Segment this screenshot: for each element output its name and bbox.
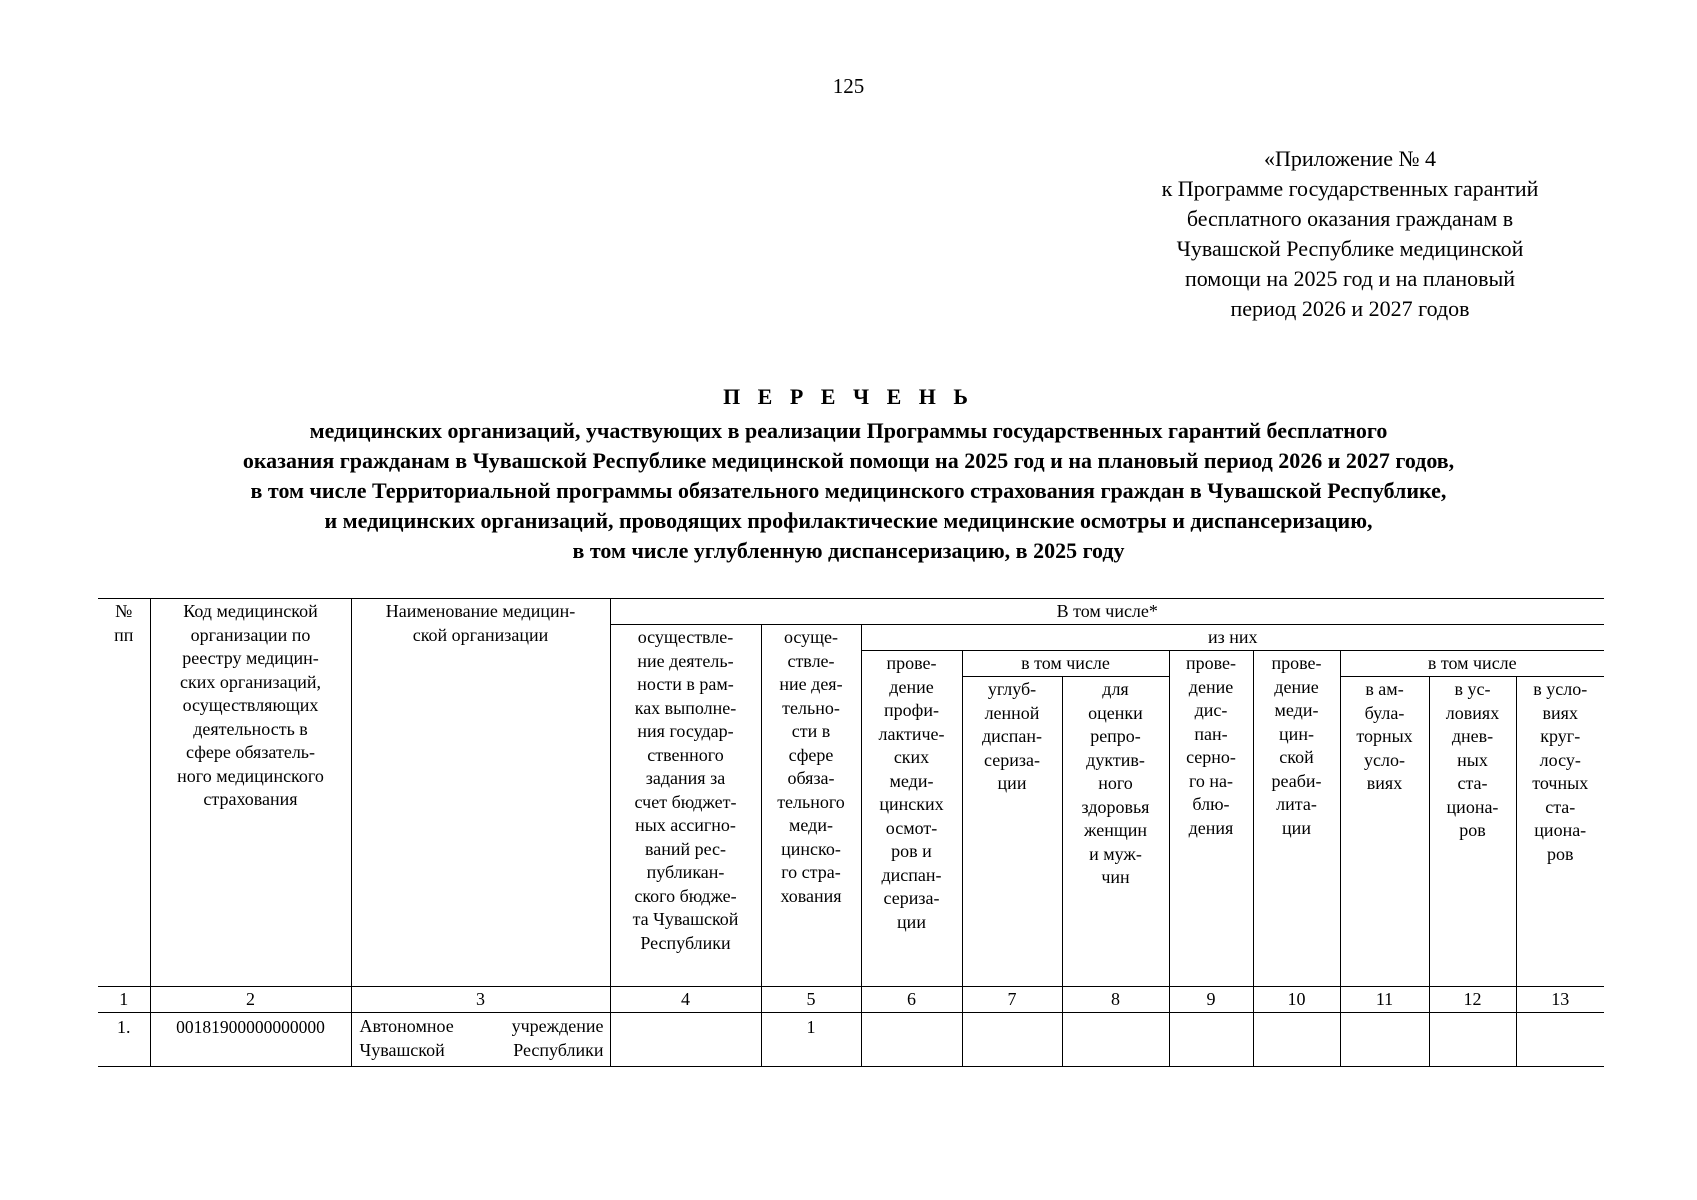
header-outpatient: в ам- була- торных усло- виях xyxy=(1340,677,1429,987)
column-number: 5 xyxy=(761,987,861,1013)
row-org-code: 00181900000000000 xyxy=(150,1013,351,1067)
header-number: № пп xyxy=(98,599,150,987)
header-oms-activity: осуще- ствле- ние дея- тельно- сти в сфере обяза- тельного меди- цинско- го стра- хования xyxy=(761,625,861,987)
appendix-line: к Программе государственных гарантий xyxy=(1161,176,1539,201)
column-number: 4 xyxy=(610,987,761,1013)
subtitle-line: оказания гражданам в Чувашской Республике медицинской помощи на 2025 год и на плановый период 2026 и 2027 годов, xyxy=(242,448,1455,473)
column-number: 10 xyxy=(1253,987,1340,1013)
appendix-line: Чувашской Республике медицинской xyxy=(1176,236,1524,261)
appendix-line: «Приложение № 4 xyxy=(1263,146,1437,171)
header-org-name: Наименование медицин- ской организации xyxy=(351,599,610,987)
column-number: 12 xyxy=(1429,987,1516,1013)
header-prophylactic: прове- дение профи- лактиче- ских меди- цинских осмот- ров и диспан- сериза- ции xyxy=(861,651,962,987)
document-subtitle xyxy=(0,416,1697,566)
column-number: 11 xyxy=(1340,987,1429,1013)
header-budget-activity: осуществле- ние деятель- ности в рам- ках выполне- ния государ- ственного задания за счет бюджет- ных ассигно- ваний рес- публикан- ского бюдже- та Чувашской Республики xyxy=(610,625,761,987)
column-number: 9 xyxy=(1169,987,1253,1013)
row-cell xyxy=(962,1013,1062,1067)
row-cell xyxy=(1169,1013,1253,1067)
header-org-code: Код медицинской организации по реестру медицин- ских организаций, осуществляющих деятельность в сфере обязатель- ного медицинского страхования xyxy=(150,599,351,987)
header-dispensary-observation: прове- дение дис- пан- серно- го на- блю- дения xyxy=(1169,651,1253,987)
column-number: 7 xyxy=(962,987,1062,1013)
row-org-name: Автономное учреждение Чувашской Республики xyxy=(351,1013,610,1067)
row-cell xyxy=(610,1013,761,1067)
header-in-total: В том числе* xyxy=(610,599,1604,625)
appendix-line: период 2026 и 2027 годов xyxy=(1230,296,1470,321)
table-row xyxy=(98,1013,1604,1067)
appendix-note xyxy=(1110,144,1590,324)
subtitle-line: в том числе углубленную диспансеризацию, в 2025 году xyxy=(572,538,1125,563)
column-number: 3 xyxy=(351,987,610,1013)
column-number: 13 xyxy=(1516,987,1604,1013)
organizations-table xyxy=(98,598,1604,1067)
column-number: 6 xyxy=(861,987,962,1013)
header-day-hospital: в ус- ловиях днев- ных ста- циона- ров xyxy=(1429,677,1516,987)
column-number: 1 xyxy=(98,987,150,1013)
column-number: 8 xyxy=(1062,987,1169,1013)
page-number: 125 xyxy=(832,74,865,98)
row-cell: 1 xyxy=(761,1013,861,1067)
row-number: 1. xyxy=(98,1013,150,1067)
subtitle-line: и медицинских организаций, проводящих профилактические медицинские осмотры и диспансеризацию, xyxy=(324,508,1373,533)
row-cell xyxy=(1429,1013,1516,1067)
row-cell xyxy=(861,1013,962,1067)
subtitle-line: в том числе Территориальной программы обязательного медицинского страхования граждан в Чувашской Республике, xyxy=(250,478,1447,503)
appendix-line: бесплатного оказания гражданам в xyxy=(1186,206,1514,231)
header-of-them: из них xyxy=(861,625,1604,651)
column-number: 2 xyxy=(150,987,351,1013)
header-reproductive-health: для оценки репро- дуктив- ного здоровья женщин и муж- чин xyxy=(1062,677,1169,987)
header-round-the-clock: в усло- виях круг- лосу- точных ста- циона- ров xyxy=(1516,677,1604,987)
row-cell xyxy=(1253,1013,1340,1067)
appendix-line: помощи на 2025 год и на плановый xyxy=(1184,266,1516,291)
row-cell xyxy=(1516,1013,1604,1067)
header-rehabilitation: прове- дение меди- цин- ской реаби- лита- ции xyxy=(1253,651,1340,987)
document-title: П Е Р Е Ч Е Н Ь xyxy=(723,384,974,409)
row-cell xyxy=(1062,1013,1169,1067)
subtitle-line: медицинских организаций, участвующих в реализации Программы государственных гарантий бесплатного xyxy=(309,418,1388,443)
header-in-depth-dispensary: углуб- ленной диспан- сериза- ции xyxy=(962,677,1062,987)
row-cell xyxy=(1340,1013,1429,1067)
header-including-b: в том числе xyxy=(1340,651,1604,677)
header-including-a: в том числе xyxy=(962,651,1169,677)
